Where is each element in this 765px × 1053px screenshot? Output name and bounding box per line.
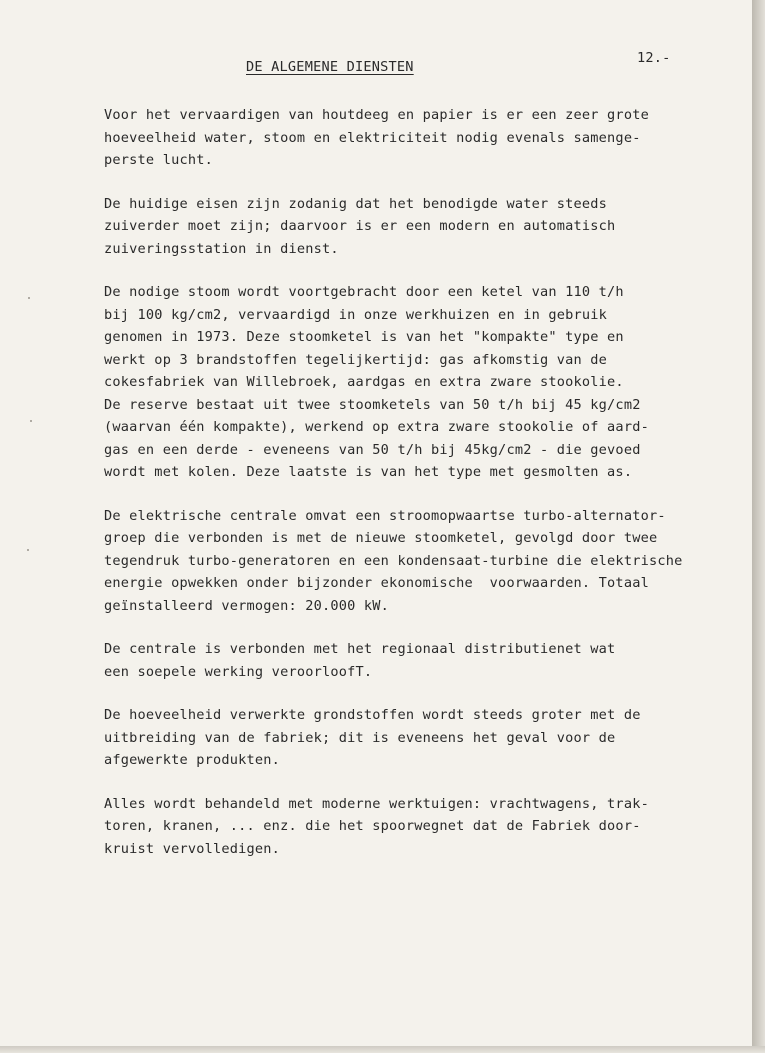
text-line: wordt met kolen. Deze laatste is van het type met gesmolten as.: [104, 464, 633, 480]
text-line: gas en een derde - eveneens van 50 t/h bij 45kg/cm2 - die gevoed: [104, 441, 641, 458]
paragraph: [104, 505, 764, 618]
text-line: De elektrische centrale omvat een stroomopwaartse turbo-alternator-: [104, 507, 666, 524]
paragraph: [104, 638, 764, 683]
text-line: Voor het vervaardigen van houtdeeg en papier is er een zeer grote: [104, 107, 649, 123]
text-line: kruist vervolledigen.: [104, 840, 281, 857]
paragraph: [104, 193, 764, 261]
text-line: De reserve bestaat uit twee stoomketels van 50 t/h bij 45 kg/cm2: [104, 396, 641, 413]
text-line: De huidige eisen zijn zodanig dat het benodigde water steeds: [104, 195, 608, 212]
text-line: tegendruk turbo-generatoren en een kondensaat-turbine die elektrische: [104, 552, 683, 569]
page-heading: DE ALGEMENE DIENSTEN: [246, 59, 414, 75]
text-line: toren, kranen, ... enz. die het spoorwegnet dat de Fabriek door-: [104, 818, 641, 834]
page-edge-bottom: [0, 1046, 765, 1053]
page-number: 12.-: [637, 50, 671, 66]
text-line: De hoeveelheid verwerkte grondstoffen wordt steeds groter met de: [104, 707, 641, 723]
paper-speck: [30, 420, 32, 422]
text-line: genomen in 1973. Deze stoomketel is van het "kompakte" type en: [104, 329, 624, 345]
text-line: een soepele werking veroorloofT.: [104, 663, 373, 680]
text-line: energie opwekken onder bijzonder ekonomische voorwaarden. Totaal: [104, 575, 649, 591]
text-line: uitbreiding van de fabriek; dit is eveneens het geval voor de: [104, 729, 616, 746]
text-line: geïnstalleerd vermogen: 20.000 kW.: [104, 597, 390, 614]
text-line: groep die verbonden is met de nieuwe stoomketel, gevolgd door twee: [104, 530, 658, 546]
text-line: zuiverder moet zijn; daarvoor is er een modern en automatisch: [104, 218, 616, 234]
paragraph: [104, 281, 764, 484]
paragraph: [104, 704, 764, 772]
text-line: werkt op 3 brandstoffen tegelijkertijd: gas afkomstig van de: [104, 351, 608, 368]
text-line: perste lucht.: [104, 152, 213, 168]
paragraph: [104, 793, 764, 861]
paper-speck: [27, 549, 29, 551]
text-line: hoeveelheid water, stoom en elektriciteit nodig evenals samenge-: [104, 129, 641, 146]
text-line: zuiveringsstation in dienst.: [104, 240, 339, 257]
text-line: afgewerkte produkten.: [104, 752, 281, 768]
text-line: De nodige stoom wordt voortgebracht door een ketel van 110 t/h: [104, 284, 624, 300]
paragraph: [104, 104, 764, 172]
text-line: bij 100 kg/cm2, vervaardigd in onze werkhuizen en in gebruik: [104, 306, 608, 323]
body-text: [104, 104, 764, 881]
text-line: Alles wordt behandeld met moderne werktuigen: vrachtwagens, trak-: [104, 795, 649, 812]
text-line: De centrale is verbonden met het regionaal distributienet wat: [104, 641, 616, 657]
text-line: cokesfabriek van Willebroek, aardgas en extra zware stookolie.: [104, 374, 624, 390]
text-line: (waarvan één kompakte), werkend op extra zware stookolie of aard-: [104, 419, 649, 435]
paper-speck: [28, 297, 30, 299]
